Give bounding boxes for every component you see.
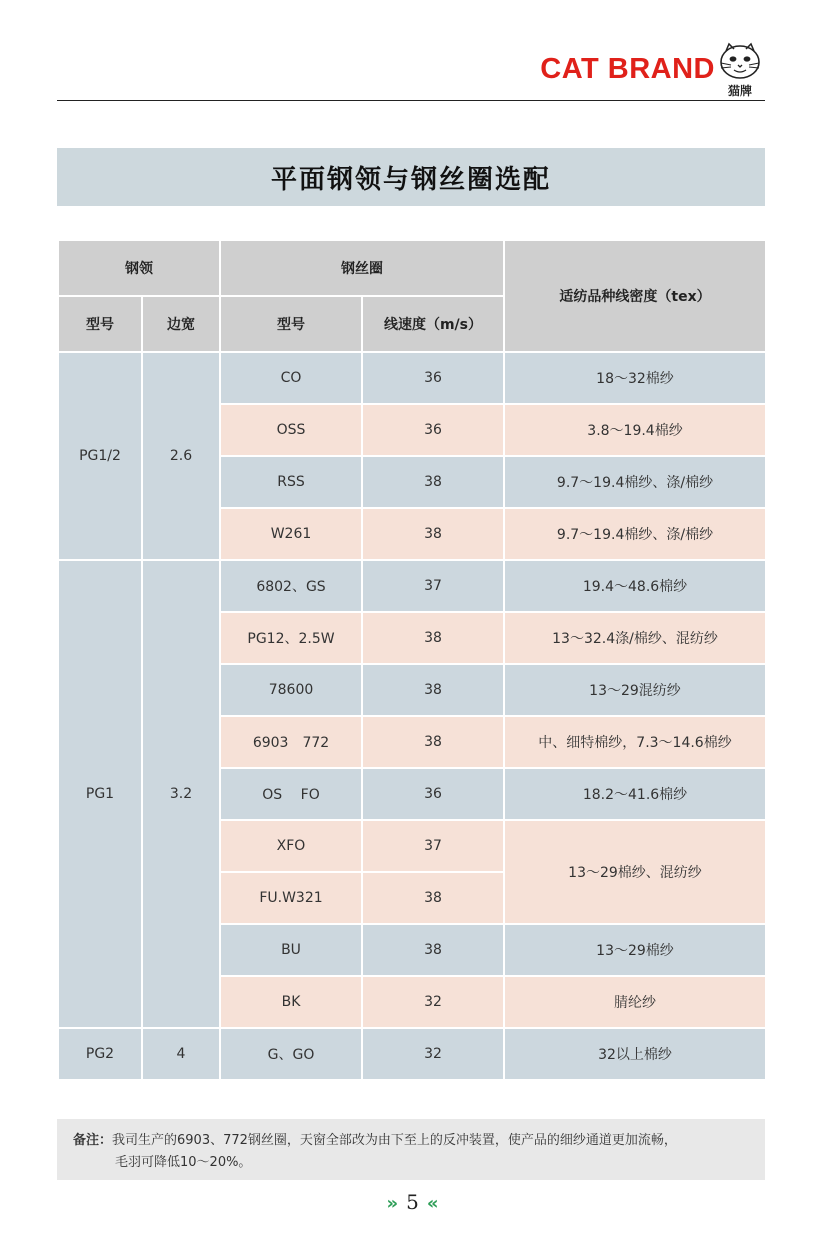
header-traveller: 钢丝圈 xyxy=(220,240,504,296)
traveller-cell: 6802、GS xyxy=(220,560,362,612)
traveller-cell: RSS xyxy=(220,456,362,508)
application-cell: 13～29棉纱、混纺纱 xyxy=(504,820,766,924)
application-cell: 32以上棉纱 xyxy=(504,1028,766,1080)
traveller-cell: W261 xyxy=(220,508,362,560)
application-cell: 腈纶纱 xyxy=(504,976,766,1028)
header-ring: 钢领 xyxy=(58,240,220,296)
application-cell: 19.4～48.6棉纱 xyxy=(504,560,766,612)
traveller-cell: 78600 xyxy=(220,664,362,716)
application-cell: 3.8～19.4棉纱 xyxy=(504,404,766,456)
remark-text-1: 我司生产的6903、772钢丝圈，天窗全部改为由下至上的反冲装置，使产品的细纱通道更加流畅， xyxy=(112,1133,677,1148)
traveller-cell: CO xyxy=(220,352,362,404)
header-application: 适纺品种线密度（tex） xyxy=(504,240,766,352)
ring-width-cell: 2.6 xyxy=(142,352,220,560)
traveller-cell: OSS xyxy=(220,404,362,456)
table-row xyxy=(58,352,766,404)
speed-cell: 38 xyxy=(362,508,504,560)
speed-cell: 36 xyxy=(362,404,504,456)
application-cell: 13～32.4涤/棉纱、混纺纱 xyxy=(504,612,766,664)
ring-width-cell: 4 xyxy=(142,1028,220,1080)
remark-label: 备注： xyxy=(73,1133,113,1148)
traveller-cell: OS FO xyxy=(220,768,362,820)
title-band xyxy=(57,148,765,206)
table-row xyxy=(58,1028,766,1080)
chevron-left-icon: « xyxy=(426,1193,439,1214)
speed-cell: 37 xyxy=(362,560,504,612)
application-cell: 中、细特棉纱，7.3～14.6棉纱 xyxy=(504,716,766,768)
traveller-cell: XFO xyxy=(220,820,362,872)
header-ring-type: 型号 xyxy=(58,296,142,352)
traveller-cell: 6903 772 xyxy=(220,716,362,768)
traveller-cell: BU xyxy=(220,924,362,976)
ring-type-cell: PG1 xyxy=(58,560,142,1028)
logo-text: 猫牌 xyxy=(727,84,753,98)
remark-line-1 xyxy=(73,1130,749,1152)
application-cell: 9.7～19.4棉纱、涤/棉纱 xyxy=(504,456,766,508)
application-cell: 18～32棉纱 xyxy=(504,352,766,404)
ring-type-cell: PG1/2 xyxy=(58,352,142,560)
brand-name: CAT BRAND xyxy=(540,53,715,85)
speed-cell: 38 xyxy=(362,612,504,664)
page-header xyxy=(57,40,765,101)
speed-cell: 38 xyxy=(362,872,504,924)
application-cell: 13～29混纺纱 xyxy=(504,664,766,716)
remark-text-2: 毛羽可降低10～20%。 xyxy=(115,1155,252,1170)
page-number: 5 xyxy=(406,1190,419,1214)
speed-cell: 32 xyxy=(362,1028,504,1080)
ring-traveller-table xyxy=(57,239,767,1081)
table-row xyxy=(58,560,766,612)
remark-box xyxy=(57,1119,765,1180)
application-cell: 13～29棉纱 xyxy=(504,924,766,976)
header-speed: 线速度（m/s） xyxy=(362,296,504,352)
traveller-cell: G、GO xyxy=(220,1028,362,1080)
traveller-cell: PG12、2.5W xyxy=(220,612,362,664)
application-cell: 9.7～19.4棉纱、涤/棉纱 xyxy=(504,508,766,560)
ring-type-cell: PG2 xyxy=(58,1028,142,1080)
speed-cell: 36 xyxy=(362,768,504,820)
page-footer xyxy=(0,1190,825,1214)
speed-cell: 38 xyxy=(362,924,504,976)
application-cell: 18.2～41.6棉纱 xyxy=(504,768,766,820)
cat-face-icon xyxy=(717,42,763,98)
speed-cell: 32 xyxy=(362,976,504,1028)
traveller-cell: FU.W321 xyxy=(220,872,362,924)
header-traveller-type: 型号 xyxy=(220,296,362,352)
chevron-right-icon: » xyxy=(386,1193,399,1214)
traveller-cell: BK xyxy=(220,976,362,1028)
speed-cell: 38 xyxy=(362,664,504,716)
speed-cell: 38 xyxy=(362,456,504,508)
speed-cell: 38 xyxy=(362,716,504,768)
ring-width-cell: 3.2 xyxy=(142,560,220,1028)
header-ring-width: 边宽 xyxy=(142,296,220,352)
page-title: 平面钢领与钢丝圈选配 xyxy=(270,164,551,195)
speed-cell: 36 xyxy=(362,352,504,404)
speed-cell: 37 xyxy=(362,820,504,872)
